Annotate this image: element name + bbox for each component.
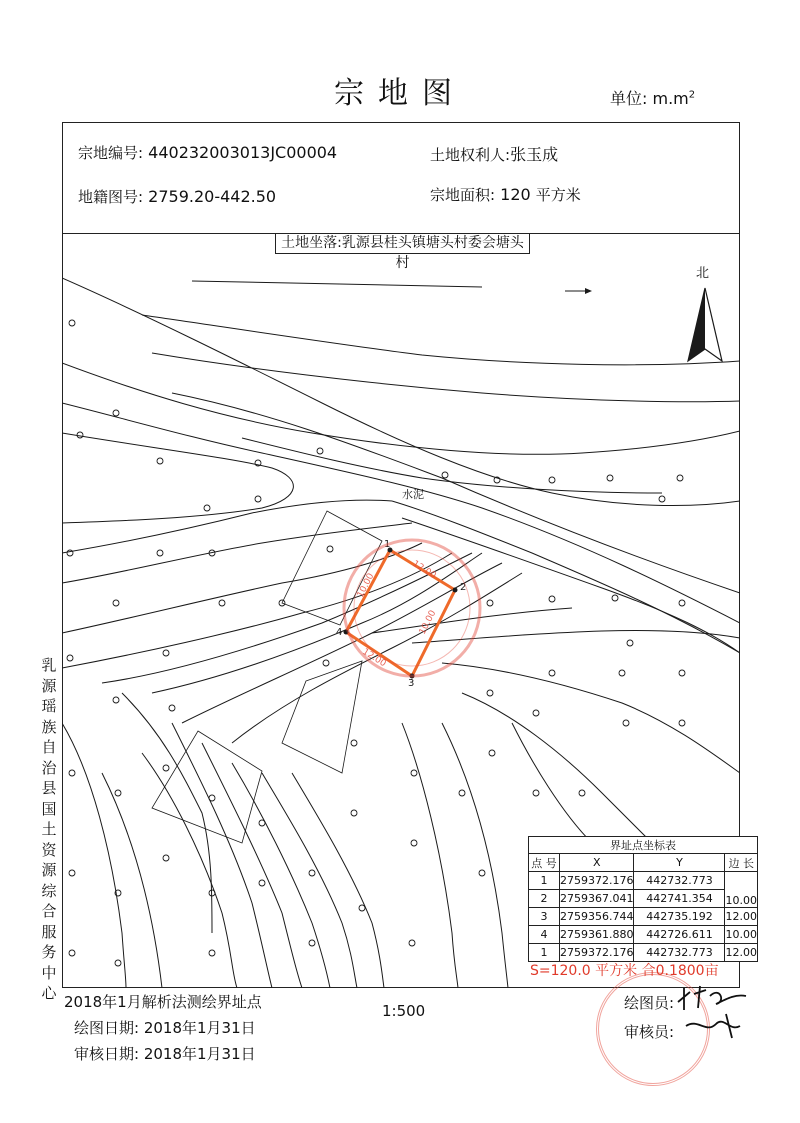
cell-no: 1: [529, 872, 560, 890]
point-label-3: 3: [408, 678, 415, 689]
cell-no: 3: [529, 908, 560, 926]
boundary-coord-table: [528, 836, 758, 962]
cell-y: 442735.192: [634, 908, 725, 926]
cell-no: 4: [529, 926, 560, 944]
cell-length: 10.00: [725, 926, 758, 944]
check-date-label: 审核日期:: [74, 1045, 140, 1063]
cell-y: 442726.611: [634, 926, 725, 944]
north-arrow: [565, 288, 722, 361]
area-label: 宗地面积:: [430, 186, 496, 204]
area-unit: 平方米: [535, 186, 581, 204]
table-row: [529, 890, 758, 908]
location-label: 土地坐落:乳源县桂头镇塘头村委会塘头村: [275, 233, 530, 254]
col-x: X: [560, 854, 634, 872]
unit-label: [610, 86, 695, 109]
parcel-no-label: 宗地编号:: [78, 144, 144, 162]
north-label: 北: [696, 266, 710, 281]
parcel-polygon: [346, 550, 455, 676]
road-label: 水泥: [402, 488, 424, 501]
cell-x: 2759356.744: [560, 908, 634, 926]
map-no-label: 地籍图号:: [78, 188, 144, 206]
survey-method: 2018年1月解析法测绘界址点: [64, 993, 262, 1011]
parcel-no-value: 440232003013JC00004: [148, 143, 338, 162]
edge-label-1: 12.00: [410, 559, 438, 582]
col-y: Y: [634, 854, 725, 872]
cell-x: 2759372.176: [560, 944, 634, 962]
checker-label: 审核员:: [624, 1023, 675, 1041]
edge-label-3: 12.00: [360, 647, 388, 670]
map-no-value: 2759.20-442.50: [148, 187, 277, 206]
col-length: 边 长: [725, 854, 758, 872]
coord-table-header: [529, 854, 758, 872]
page-title: 宗地图: [334, 76, 466, 111]
cell-y: 442732.773: [634, 944, 725, 962]
cell-no: 1: [529, 944, 560, 962]
area-value: 120: [500, 185, 531, 204]
cell-x: 2759367.041: [560, 890, 634, 908]
draw-date-row: [74, 1017, 256, 1038]
cell-no: 2: [529, 890, 560, 908]
area-row: [430, 184, 581, 205]
cell-length: 12.00: [725, 908, 758, 926]
col-no: 点 号: [529, 854, 560, 872]
cell-length: 12.00: [725, 944, 758, 962]
table-row: [529, 944, 758, 962]
handwritten-signatures: [676, 984, 766, 1044]
point-label-4: 4: [336, 627, 343, 638]
edge-label-4: 10.00: [355, 571, 377, 600]
seal-stamp: [344, 540, 480, 676]
neighbor-parcels: [152, 511, 382, 843]
draw-date-label: 绘图日期:: [74, 1019, 140, 1037]
table-row: [529, 908, 758, 926]
boundary-point-2: [453, 588, 458, 593]
unit-value: m.m: [652, 89, 689, 108]
owner-value: 张玉成: [510, 145, 559, 164]
point-label-2: 2: [460, 582, 467, 593]
check-date-value: 2018年1月31日: [143, 1045, 256, 1063]
cell-x: 2759361.880: [560, 926, 634, 944]
table-row: [529, 926, 758, 944]
map-no-row: [78, 186, 276, 207]
check-date-row: [74, 1043, 256, 1064]
unit-prefix: 单位:: [610, 89, 648, 108]
point-label-1: 1: [384, 539, 391, 550]
draw-date-value: 2018年1月31日: [143, 1019, 256, 1037]
edge-label-2: 10.00: [417, 608, 439, 637]
cell-x: 2759372.176: [560, 872, 634, 890]
coord-table-caption: 界址点坐标表: [529, 837, 758, 854]
owner-row: [430, 142, 558, 165]
cell-y: 442732.773: [634, 872, 725, 890]
cell-length: 10.00: [725, 872, 758, 908]
table-row: [529, 872, 758, 890]
parcel-no-row: [78, 142, 337, 163]
owner-label: 土地权利人:: [430, 146, 511, 164]
unit-sup: 2: [688, 89, 696, 101]
cell-y: 442741.354: [634, 890, 725, 908]
issuing-org: 乳源瑶族自治县国土资源综合服务中心: [41, 656, 57, 1002]
drawer-label: 绘图员:: [624, 994, 675, 1012]
area-summary: S=120.0 平方米 合0.1800亩: [530, 963, 719, 979]
map-scale: 1:500: [382, 1002, 426, 1020]
